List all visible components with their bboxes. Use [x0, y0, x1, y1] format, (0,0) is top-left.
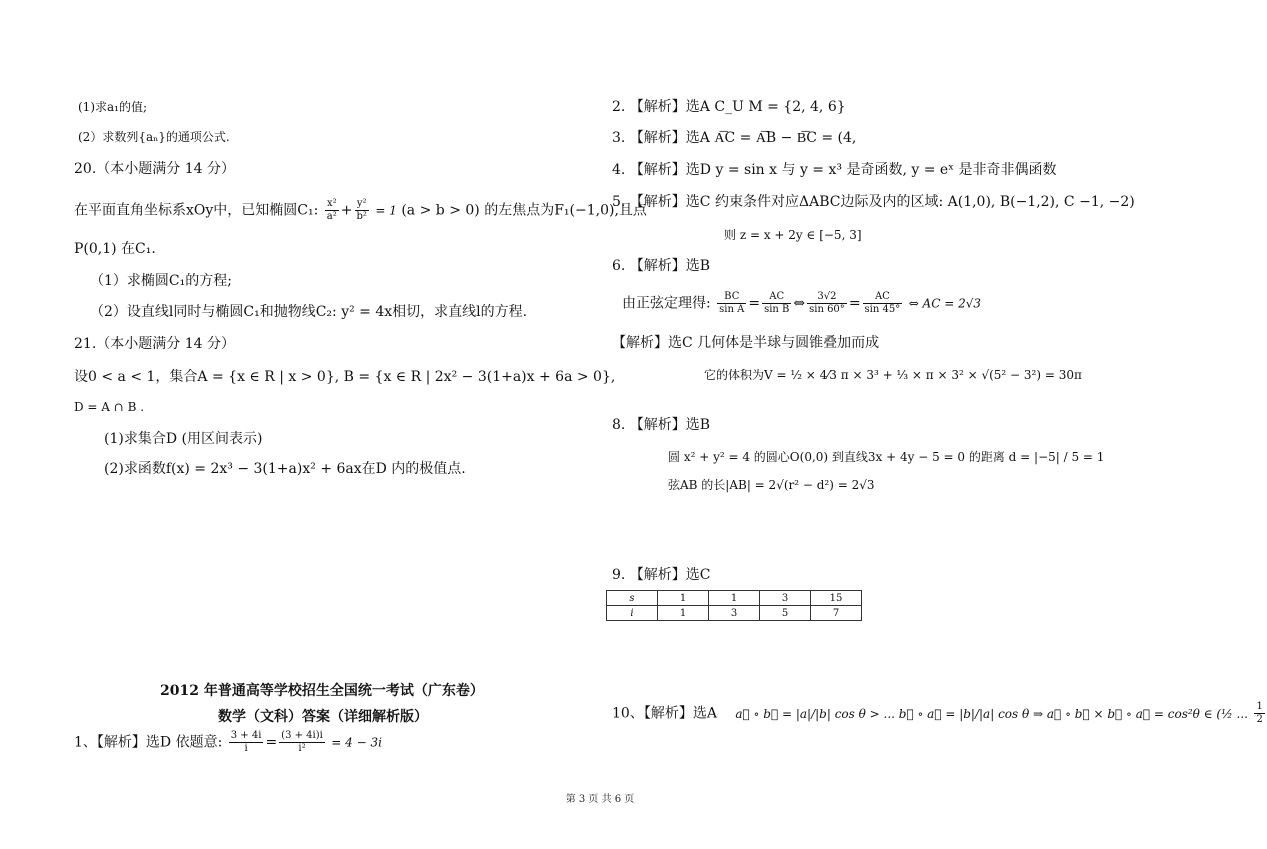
q20-eq-rhs: = 1: [375, 203, 397, 218]
answer-6-text: 由正弦定理得: $\frac{BC}{\text{sin A}}$ = $\frac{AC}{\text{sin B}}$ ⇔ $\frac{3√2}{\sin 60^\circ}$ = $\frac{AC}{\sin 45^\circ}$ ⇔ AC = 2√3: [622, 291, 982, 315]
a10-frac: [1254, 701, 1264, 726]
q20-part2: （2）设直线l同时与椭圆C₁和抛物线C₂: y² = 4x相切，求直线l的方程.: [90, 304, 528, 320]
answer-10-label: 10、【解析】选A: [612, 705, 717, 722]
a6-frac-4-den: sin 45°: [864, 304, 901, 315]
answer-10: [612, 701, 1267, 726]
page-footer: 第 3 页 共 6 页: [565, 794, 635, 805]
table-row: [607, 591, 862, 606]
q20-frac-x-num: x²: [325, 198, 339, 211]
answer-title-2: 数学（文科）答案（详细解析版）: [218, 709, 428, 725]
q20-text-a: 在平面直角坐标系xOy中，已知椭圆C₁:: [74, 202, 319, 219]
a1-rhs: = 4 − 3i: [331, 735, 382, 750]
q20-part1: （1）求椭圆C₁的方程;: [90, 273, 232, 289]
table-cell: 7: [811, 606, 862, 621]
a6-frac-1: [717, 291, 746, 316]
q20-statement: 在平面直角坐标系xOy中，已知椭圆C₁: $\frac{\text{x²}}{\text{a²}}$ + $\frac{\text{y²}}{\text{b²}}$ = 1 (a > b > 0) 的左焦点为F₁(−1,0),且点: [74, 198, 647, 222]
q20-frac-x-den: a²: [326, 211, 337, 222]
table-cell: s: [607, 591, 658, 606]
answer-4: 4. 【解析】选D y = sin x 与 y = x³ 是奇函数, y = eˣ 是非奇非偶函数: [612, 162, 1057, 178]
q21-header: 21.（本小题满分 14 分）: [74, 336, 235, 352]
table-cell: 1: [709, 591, 760, 606]
answer-5-line2: 则 z = x + 2y ∈ [−5, 3]: [724, 228, 862, 242]
a6-frac-3-num: 3√2: [807, 291, 847, 304]
table-cell: 3: [709, 606, 760, 621]
answer-5: 5. 【解析】选C 约束条件对应ΔABC边际及内的区域: A(1,0), B(−1,2), C −1, −2): [612, 194, 1135, 210]
a1-frac-1-den: i: [244, 743, 248, 754]
q20-frac-y-num: y²: [355, 198, 369, 211]
a1-frac-2-num: (3 + 4i)i: [281, 730, 323, 741]
answer-8-line1: 圆 x² + y² = 4 的圆心O(0,0) 到直线3x + 4y − 5 = 0 的距离 d = |−5| / 5 = 1: [668, 450, 1105, 464]
a10-frac-num: 1: [1256, 701, 1263, 712]
q20-text-b: (a > b > 0) 的左焦点为F₁(−1,0),且点: [401, 202, 647, 219]
q21-part2: (2)求函数f(x) = 2x³ − 3(1+a)x² + 6ax在D 内的极值点.: [104, 461, 466, 477]
a6-frac-1-num: BC: [717, 291, 746, 304]
a1-frac-2: [279, 730, 325, 755]
table-cell: 1: [658, 606, 709, 621]
a10-frac-den: 2: [1256, 714, 1263, 725]
answer-1-label: 1、【解析】选D 依题意:: [74, 734, 223, 751]
answer-8: 8. 【解析】选B: [612, 417, 711, 433]
table-cell: 3: [760, 591, 811, 606]
answer-1: 1、【解析】选D 依题意: $\frac{3 + 4i}{i}$ = $\frac{(3 + 4i)i}{\text{i²}}$ = 4 − 3i: [74, 730, 382, 754]
a6-frac-3-den: sin 60°: [809, 304, 845, 315]
table-cell: 1: [658, 591, 709, 606]
table-cell: 5: [760, 606, 811, 621]
a6-result: ⇔ AC = 2√3: [908, 296, 982, 311]
a1-frac-1: [229, 730, 264, 755]
answer-7: 【解析】选C 几何体是半球与圆锥叠加而成: [612, 335, 880, 351]
a6-frac-2: [762, 291, 791, 316]
table-row: [607, 606, 862, 621]
a1-frac-2-den: i²: [298, 743, 306, 754]
a6-frac-4: [863, 291, 903, 316]
q20-header: 20.（本小题满分 14 分）: [74, 161, 235, 177]
answer-2: 2. 【解析】选A C_U M = {2, 4, 6}: [612, 99, 846, 115]
a1-frac-1-num: 3 + 4i: [230, 730, 262, 741]
a6-frac-4-num: AC: [863, 291, 903, 304]
answer-6: 6. 【解析】选B: [612, 258, 711, 274]
q20-text-c: P(0,1) 在C₁.: [74, 241, 156, 257]
q20-frac-x: [325, 198, 339, 223]
answer-9: 9. 【解析】选C: [612, 567, 711, 583]
answer-6-text-label: 由正弦定理得:: [622, 295, 711, 312]
a6-frac-2-den: sin B: [764, 304, 790, 315]
q19-part2: (2）求数列{aₙ}的通项公式.: [78, 130, 230, 144]
answer-7-line2: 它的体积为V = ½ × 4⁄3 π × 3³ + ⅓ × π × 3² × √(5² − 3²) = 30π: [704, 368, 1082, 382]
answer-3: 3. 【解析】选A A͞C = A͞B − B͞C = (4,: [612, 130, 857, 146]
table-cell: 15: [811, 591, 862, 606]
answer-9-table: [606, 590, 862, 621]
q20-frac-y: [355, 198, 369, 223]
answer-10-math: a⃗ ∘ b⃗ = |a|/|b| cos θ > ... b⃗ ∘ a⃗ = |b|/|a| cos θ ⇒ a⃗ ∘ b⃗ × b⃗ ∘ a⃗ = cos²θ ∈ (½ ...: [735, 706, 1248, 721]
answer-8-line2: 弦AB 的长|AB| = 2√(r² − d²) = 2√3: [668, 478, 875, 492]
table-cell: i: [607, 606, 658, 621]
answer-title-1: 2012 年普通高等学校招生全国统一考试（广东卷）: [160, 683, 484, 699]
q21-text2: D = A ∩ B .: [74, 400, 145, 414]
a6-frac-1-den: sin A: [719, 304, 745, 315]
q19-part1: (1)求a₁的值;: [78, 100, 148, 114]
q21-part1: (1)求集合D (用区间表示): [104, 431, 263, 447]
a6-frac-3: [807, 291, 847, 316]
q21-text: 设0 < a < 1，集合A = {x ∈ R | x > 0}, B = {x ∈ R | 2x² − 3(1+a)x + 6a > 0},: [74, 369, 616, 385]
a6-frac-2-num: AC: [762, 291, 791, 304]
q20-frac-y-den: b²: [356, 211, 367, 222]
